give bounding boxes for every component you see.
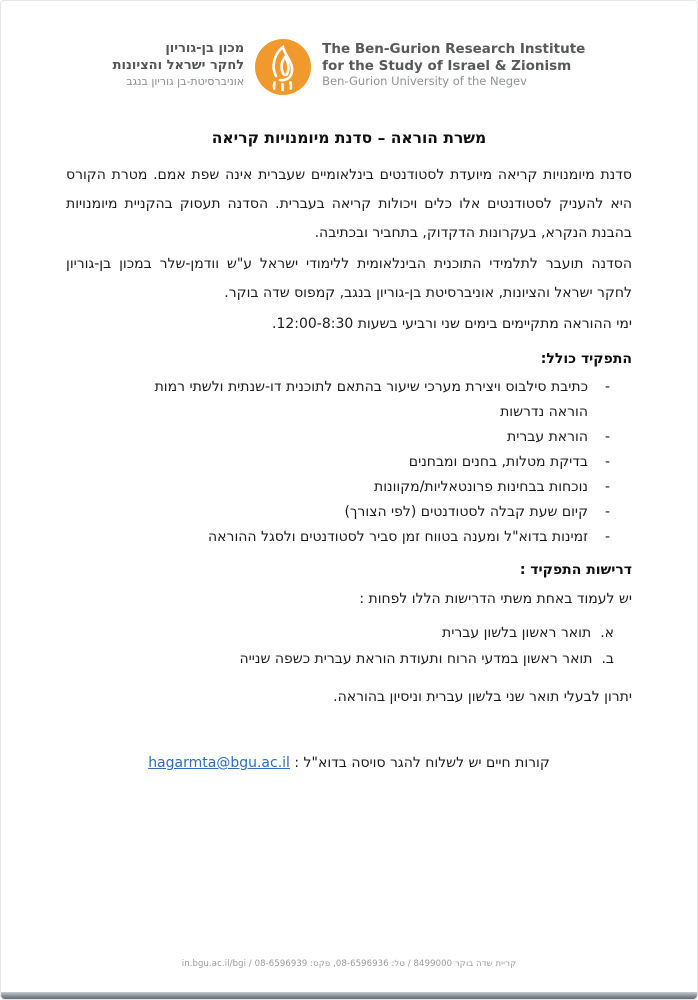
institute-name-hebrew	[113, 41, 245, 89]
bgu-flame-icon	[255, 39, 311, 95]
requirement-letter: א.	[600, 625, 614, 641]
cv-instruction-text: קורות חיים יש לשלוח להגר סויסה בדוא"ל :	[294, 755, 550, 771]
institute-english-line2: for the Study of Israel & Zionism	[322, 57, 572, 74]
dash-bullet: -	[604, 529, 610, 545]
list-item	[66, 646, 632, 672]
list-item	[111, 375, 610, 425]
footer-contact-line: קריית שדה בוקר 8499000 / טל: 08-6596936, פקס: 08-6596939 / in.bgu.ac.il/bgi	[181, 959, 517, 969]
requirement-letter: ב.	[601, 651, 614, 667]
program-paragraph: הסדנה תועבר לתלמידי התוכנית הבינלאומית ללימודי ישראל ע"ש וודמן-שלר במכון בן-גוריון לחקר ישראל והציונות, אוניברסיטת בן-גוריון בנגב, קמפוס שדה בוקר.	[66, 256, 632, 301]
footer-bar	[1, 992, 697, 999]
role-item-text: קיום שעת קבלה לסטודנטים (לפי הצורך)	[344, 504, 588, 520]
role-heading: התפקיד כולל:	[540, 351, 632, 367]
role-item-text: נוכחות בבחינות פרונטאליות/מקוונות	[374, 479, 588, 495]
requirements-list	[66, 620, 632, 672]
dash-bullet: -	[604, 454, 610, 470]
document-body	[1, 161, 697, 776]
list-item	[111, 425, 610, 450]
role-item-text: הוראת עברית	[507, 429, 588, 445]
institute-hebrew-line1: מכון בן-גוריון	[165, 41, 245, 56]
list-item	[66, 620, 632, 646]
cv-submission-line	[66, 750, 632, 776]
list-item	[111, 500, 610, 525]
role-item-text: זמינות בדוא"ל ומענה בטווח זמן סביר לסטודנטים ולסגל ההוראה	[208, 529, 588, 545]
dash-bullet: -	[604, 504, 610, 520]
requirement-text: תואר ראשון בלשון עברית	[442, 625, 592, 641]
schedule-paragraph: ימי ההוראה מתקיימים בימים שני ורביעי בשעות 12:00-8:30.	[271, 316, 632, 332]
dash-bullet: -	[604, 429, 610, 445]
list-item	[111, 450, 610, 475]
role-list	[66, 375, 632, 550]
dash-bullet: -	[604, 479, 610, 495]
advantage-note: יתרון לבעלי תואר שני בלשון עברית וניסיון בהוראה.	[333, 689, 632, 705]
institute-english-line3: Ben-Gurion University of the Negev	[322, 74, 527, 88]
dash-bullet: -	[604, 379, 610, 395]
institute-name-english	[322, 41, 585, 89]
requirements-heading: דרישות התפקיד :	[519, 562, 632, 578]
institute-hebrew-line3: אוניברסיטת-בן גוריון בנגב	[126, 75, 245, 88]
institute-english-line1: The Ben-Gurion Research Institute	[322, 41, 586, 57]
intro-paragraph: סדנת מיומנויות קריאה מיועדת לסטודנטים בינלאומיים שעברית אינה שפת אמם. מטרת הקורס היא להעניק לסטודנטים אלו כלים ויכולות קריאה בעברית. הסדנה תעסוק בהקניית מיומנויות בהבנת הנקרא, בעקרונות הדקדוק, בתחביר ובכתיבה.	[66, 167, 632, 241]
letterhead	[1, 1, 697, 95]
list-item	[111, 475, 610, 500]
job-title: משרת הוראה – סדנת מיומנויות קריאה	[211, 129, 487, 147]
list-item	[111, 525, 610, 550]
institute-hebrew-line2: לחקר ישראל והציונות	[112, 57, 245, 73]
role-item-text: כתיבת סילבוס ויצירת מערכי שיעור בהתאם לתוכנית דו-שנתית ולשתי רמות הוראה נדרשות	[154, 379, 588, 420]
bgu-logo	[255, 39, 311, 95]
requirements-intro: יש לעמוד באחת משתי הדרישות הללו לפחות :	[359, 591, 632, 607]
email-link[interactable]: hagarmta@bgu.ac.il	[148, 755, 290, 771]
requirement-text: תואר ראשון במדעי הרוח ותעודת הוראת עברית כשפה שנייה	[239, 651, 593, 667]
role-item-text: בדיקת מטלות, בחנים ומבחנים	[408, 454, 588, 470]
